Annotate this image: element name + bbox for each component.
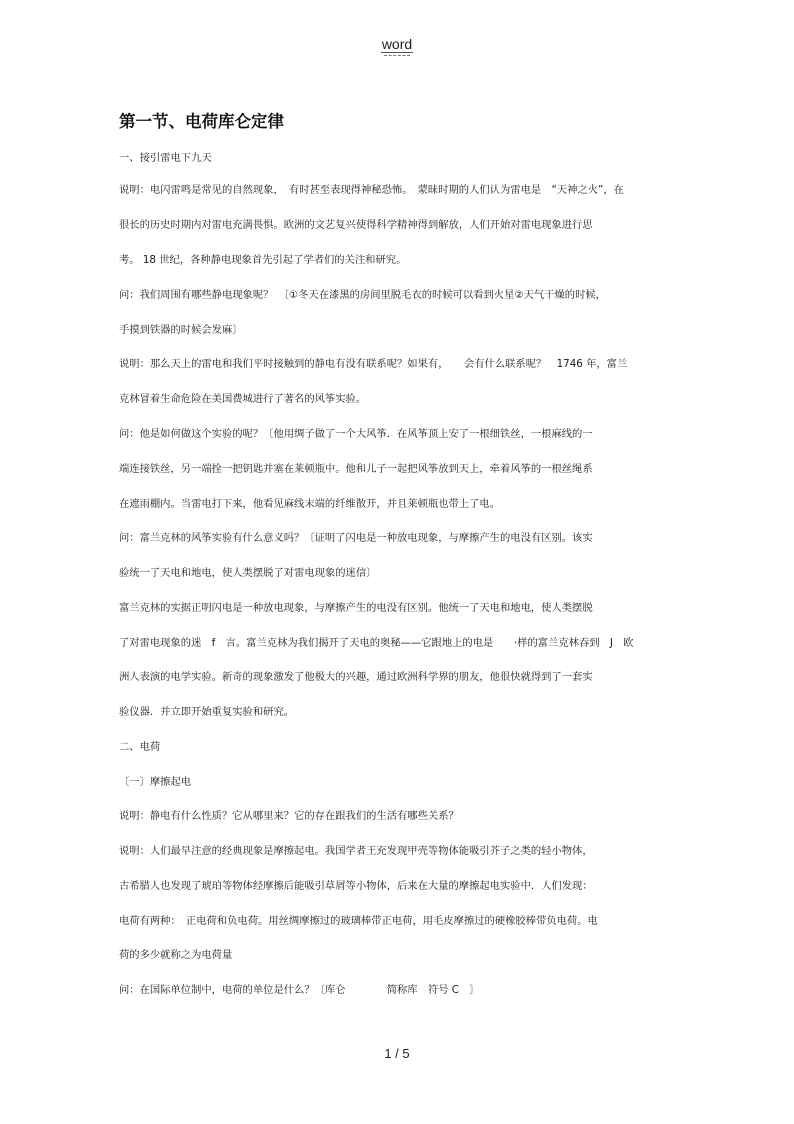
paragraph-line: 富兰克林的实据正明闪电是一种放电现象，与摩擦产生的电没有区别。他统一了天电和地电，使人类摆脱: [119, 602, 593, 614]
paragraph-line: 说明：电闪雷鸣是常见的自然现象， 有时甚至表现得神秘恐怖。 蒙昧时期的人们认为雷电是 “天神之火”，在: [119, 184, 624, 196]
paragraph-line: 问：在国际单位制中，电荷的单位是什么？〔库仑 简称库 符号 C 〕: [119, 984, 480, 996]
paragraph-line: 说明：人们最早注意的经典现象是摩擦起电。我国学者王充发现甲壳等物体能吸引芥子之类的轻小物体，: [119, 845, 593, 857]
page-number: 1 / 5: [384, 1046, 410, 1061]
paragraph-line: 荷的多少就称之为电荷量: [119, 949, 233, 961]
paragraph-line: 说明：静电有什么性质？它从哪里来？它的存在跟我们的生活有哪些关系？: [119, 810, 459, 822]
paragraph-line: 验统一了天电和地电，使人类摆脱了对雷电现象的迷信〕: [119, 567, 377, 579]
heading-charge: 二、电荷: [119, 741, 161, 753]
page-header: [0, 36, 794, 56]
paragraph-line: 问：富兰克林的风筝实验有什么意义吗？〔证明了闪电是一种放电现象，与摩擦产生的电没有区别。该实: [119, 532, 593, 544]
paragraph-line: 端连接铁丝，另一端拴一把钥匙并塞在莱顿瓶中。他和儿子一起把风筝放到天上，牵着风筝的一根丝绳系: [119, 463, 593, 475]
paragraph-line: 了对雷电现象的迷 f 言。富兰克林为我们揭开了天电的奥秘——它跟地上的电是 ·样的富兰克林吞到 J 欧: [119, 637, 634, 649]
subheading-friction: 〔一〕摩擦起电: [119, 776, 192, 788]
paragraph-line: 洲人表演的电学实验。新奇的现象激发了他极大的兴趣，通过欧洲科学界的朋友，他很快就得到了一套实: [119, 671, 593, 683]
header-dash-decoration: [384, 55, 410, 56]
paragraph-line: 问：我们周围有哪些静电现象呢？ 〔①冬天在漆黑的房间里脱毛衣的时候可以看到火星②天气干燥的时候，: [119, 289, 606, 301]
paragraph-line: 验仪器．并立即开始重复实验和研究。: [119, 706, 295, 718]
paragraph-line: 手摸到铁器的时候会发麻〕: [119, 324, 243, 336]
paragraph-line: 考。 18 世纪，各种静电现象首先引起了学者们的关注和研究。: [119, 254, 407, 266]
paragraph-line: 说明：那么天上的雷电和我们平时接触到的静电有没有联系呢？如果有， 会有什么联系呢？ 1746 年，富兰: [119, 358, 628, 370]
heading-lightning: 一、接引雷电下九天: [119, 152, 212, 164]
paragraph-line: 很长的历史时期内对雷电充满畏惧。欧洲的文艺复兴使得科学精神得到解放，人们开始对雷电现象进行思: [119, 219, 593, 231]
section-title: 第一节、电荷库仑定律: [119, 112, 284, 131]
header-word: word: [381, 36, 413, 52]
paragraph-line: 问：他是如何做这个实验的呢？〔他用绸子做了一个大风筝．在风筝顶上安了一根细铁丝，一根麻线的一: [119, 428, 593, 440]
paragraph-line: 电荷有两种： 正电荷和负电荷。用丝绸摩擦过的玻璃棒带正电荷，用毛皮摩擦过的硬橡胶棒带负电荷。电: [119, 915, 598, 927]
paragraph-line: 克林冒着生命危险在美国费城进行了著名的风筝实验。: [119, 393, 367, 405]
paragraph-line: 在遮雨棚内。当雷电打下来，他看见麻线末端的纤维散开，并且莱顿瓶也带上了电。: [119, 498, 500, 510]
paragraph-line: 古希腊人也发现了琥珀等物体经摩擦后能吸引草屑等小物体，后来在大量的摩擦起电实验中．人们发现：: [119, 880, 593, 892]
